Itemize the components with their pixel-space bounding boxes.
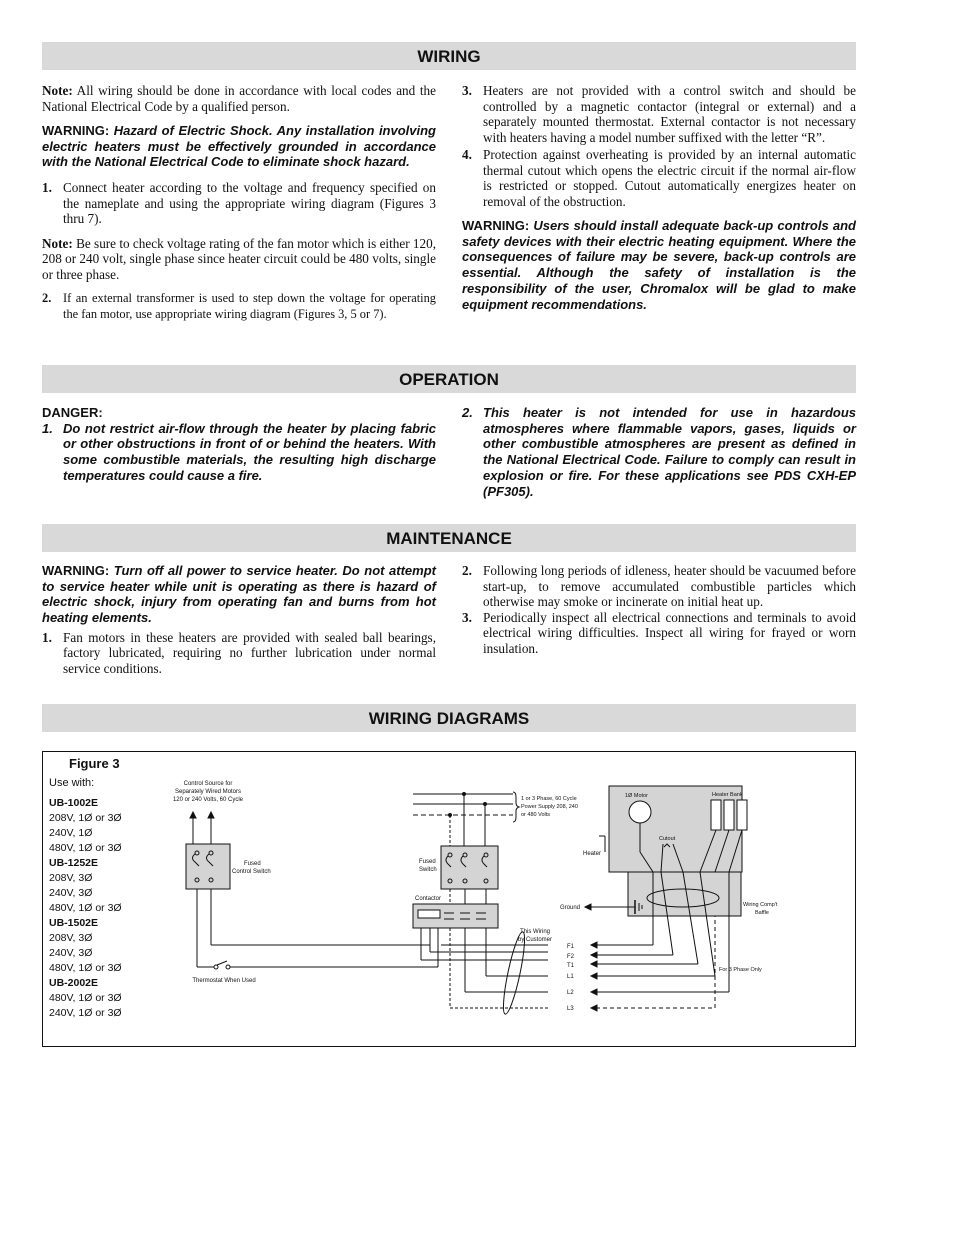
- thermostat-label: Thermostat When Used: [192, 978, 256, 984]
- heater-element: [724, 800, 734, 830]
- cutout-label: Cutout: [659, 836, 676, 842]
- fused-control-switch: [186, 844, 230, 889]
- maintenance-left-column: [42, 563, 436, 685]
- model-entry: UB-1502E 208V, 3Ø 240V, 3Ø 480V, 1Ø or 3Ø: [49, 917, 122, 974]
- maintenance-item-3: 3. Periodically inspect all electrical connections and terminals to avoid electrical wiring difficulties. Inspect all wiring for frayed or worn insulation.: [462, 609, 856, 656]
- this-wiring-label: This Wiring: [519, 929, 551, 935]
- fused-switch-label: Fused: [419, 859, 436, 865]
- operation-left-column: [42, 405, 436, 493]
- model-entry: UB-1002E 208V, 1Ø or 3Ø 240V, 1Ø 480V, 1Ø or 3Ø: [49, 797, 122, 854]
- maintenance-item-1: 1. Fan motors in these heaters are provided with sealed ball bearings, factory lubricated, requiring no further lubrication under normal service conditions.: [42, 629, 436, 676]
- maintenance-warning: WARNING: Turn off all power to service heater. Do not attempt to service heater while unit is operating as there is hazard of electric shock, injury from operating fan and burns from hot heating elements.: [42, 563, 436, 626]
- control-source-label-3: 120 or 240 Volts, 60 Cycle: [172, 797, 244, 803]
- customer-wiring-bundle: [499, 931, 528, 1016]
- power-supply-label-2: Power Supply 208, 240: [521, 804, 578, 810]
- maintenance-right-column: [462, 563, 856, 665]
- figure-title: Figure 3: [69, 756, 120, 771]
- section-header-operation: OPERATION: [42, 365, 856, 393]
- wiring-item-1: 1. Connect heater according to the voltage and frequency specified on the nameplate and using the appropriate wiring diagram (Figures 3 thru 7).: [42, 180, 436, 227]
- operation-item-2: 2. This heater is not intended for use in hazardous atmospheres where flammable vapors, gases, liquids or other combustible atmospheres are present as defined in the National Electrical Code. Failure to comply can result in explosion or fire. For these applications see PDS CXH-EP (PF305).: [462, 405, 856, 499]
- motor-label: 1Ø Motor: [625, 793, 648, 799]
- wiring-note-2: Note: Be sure to check voltage rating of the fan motor which is either 120, 208 or 240 volt, single phase since heater circuit could be 480 volts, single or three phase.: [42, 235, 437, 282]
- section-header-wiring-diagrams: WIRING DIAGRAMS: [42, 704, 856, 732]
- model-entry: UB-1252E 208V, 3Ø 240V, 3Ø 480V, 1Ø or 3Ø: [49, 857, 122, 914]
- fused-label: Fused: [244, 861, 261, 867]
- terminal-t1: T1: [567, 963, 575, 969]
- terminal-f1: F1: [567, 944, 575, 950]
- section-header-maintenance: MAINTENANCE: [42, 524, 856, 552]
- wiring-shock-warning: WARNING: Hazard of Electric Shock. Any installation involving electric heaters must be effectively grounded in accordance with the National Electrical Code to eliminate shock hazard.: [42, 123, 436, 170]
- operation-item-1: 1. Do not restrict air-flow through the heater by placing fabric or other obstructions in front of or behind the heaters. With some combustible materials, the resulting high discharge temperatures could cause a fire.: [42, 420, 436, 483]
- fused-switch-label-2: Switch: [419, 867, 437, 873]
- by-customer-label: by Customer: [517, 937, 553, 943]
- three-phase-only-label: For 3 Phase Only: [719, 967, 762, 973]
- wiring-diagram-svg: [43, 752, 855, 1046]
- terminal-f2: F2: [567, 954, 575, 960]
- heater-element: [737, 800, 747, 830]
- wiring-left-column: [42, 83, 436, 331]
- heater-label: Heater: [583, 851, 602, 857]
- terminal-l2: L2: [567, 990, 574, 996]
- control-source-label: Control Source for: [183, 781, 233, 787]
- section-header-wiring: WIRING: [42, 42, 856, 70]
- heater-bank-label: Heater Bank: [712, 792, 743, 798]
- terminal-l3: L3: [567, 1006, 574, 1012]
- wiring-item-2: 2. If an external transformer is used to step down the voltage for operating the fan motor, use appropriate wiring diagram (Figures 3, 5 or 7).: [42, 291, 436, 321]
- power-supply-label: 1 or 3 Phase, 60 Cycle: [521, 796, 577, 802]
- heater-element: [711, 800, 721, 830]
- wiring-note-1: Note: All wiring should be done in accordance with local codes and the National Electrical Code by a qualified person.: [42, 83, 436, 114]
- control-source-label-2: Separately Wired Motors: [174, 789, 242, 795]
- contactor-label: Contactor: [415, 896, 442, 902]
- motor: [629, 801, 651, 823]
- use-with-label: Use with:: [49, 777, 95, 789]
- wiring-right-column: [462, 83, 856, 322]
- ground-label: Ground: [560, 905, 581, 911]
- operation-right-column: [462, 405, 856, 508]
- baffle-label-2: Baffle: [755, 910, 769, 916]
- danger-label: DANGER:: [42, 405, 103, 420]
- model-entry: UB-2002E 480V, 1Ø or 3Ø 240V, 1Ø or 3Ø: [49, 977, 122, 1019]
- control-switch-label: Control Switch: [232, 869, 271, 875]
- wiring-backup-warning: WARNING: Users should install adequate back-up controls and safety devices with their electric heating equipment. Where the consequences of failure may be severe, back-up controls are essential. Although the safety of installation is the responsibility of the user, Chromalox will be glad to make equipment recommendations.: [462, 218, 856, 312]
- wiring-item-4: 4. Protection against overheating is provided by an internal automatic thermal cutout which opens the electric circuit if the normal air-flow is restricted or stopped. Cutout automatically energizes heater on removal of the obstruction.: [462, 147, 856, 209]
- figure-3-box: [42, 751, 856, 1047]
- baffle-label: Wiring Comp't: [743, 902, 778, 908]
- wiring-item-3: 3. Heaters are not provided with a control switch and should be controlled by a magnetic contactor (integral or external) and a separately mounted thermostat. External contactor is not necessary with heaters having a model number suffixed with the letter “R”.: [462, 83, 856, 145]
- terminal-l1: L1: [567, 974, 574, 980]
- power-supply-label-3: or 480 Volts: [521, 812, 551, 818]
- maintenance-item-2: 2. Following long periods of idleness, heater should be vacuumed before start-up, to remove accumulated combustible particles which otherwise may smoke or incinerate on initial heat up.: [462, 563, 856, 609]
